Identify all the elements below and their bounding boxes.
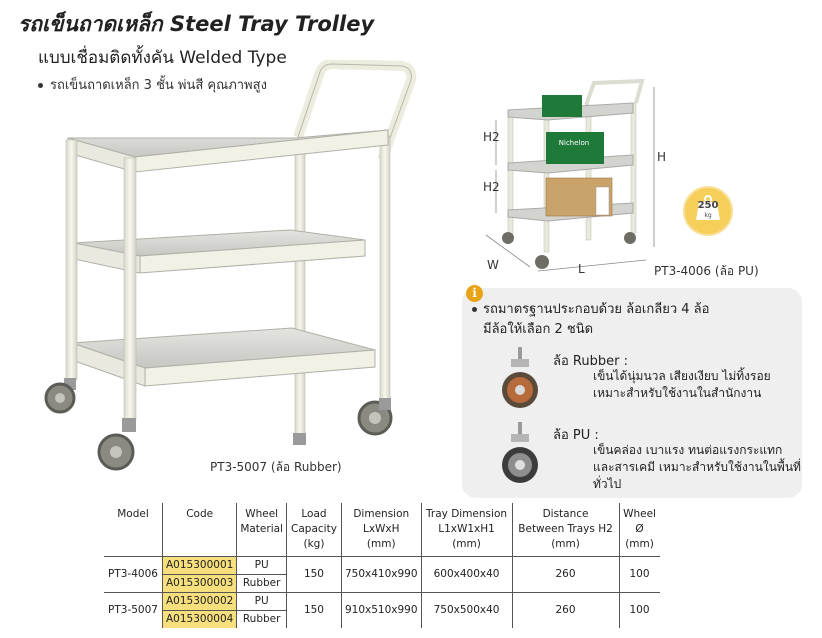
box-brand: Nichelon bbox=[558, 139, 590, 147]
dimension-diagram bbox=[478, 75, 678, 280]
caster-front-right bbox=[99, 418, 136, 469]
page-title: รถเข็นถาดเหล็ก Steel Tray Trolley bbox=[18, 12, 375, 36]
pu-title: ล้อ PU : bbox=[553, 428, 599, 443]
tray-middle bbox=[74, 230, 365, 273]
caster-front-left bbox=[46, 378, 76, 412]
cell-code: A015300002 bbox=[163, 593, 237, 611]
cell-code: A015300004 bbox=[163, 611, 237, 629]
pu-wheel-icon bbox=[502, 420, 542, 488]
cell-tray: 750x500x40 bbox=[421, 593, 512, 629]
cell-wheel: 100 bbox=[619, 557, 660, 593]
spec-table bbox=[104, 503, 660, 628]
info-line-1-text: รถมาตรฐานประกอบด้วย ล้อเกลียว 4 ล้อ bbox=[483, 302, 710, 317]
bullet-dot-icon bbox=[472, 307, 477, 312]
header-load-capacity: Load Capacity (kg) bbox=[286, 503, 341, 557]
header-wheel-diameter: Wheel Ø (mm) bbox=[619, 503, 660, 557]
tray-bottom bbox=[72, 328, 375, 386]
cell-material: PU bbox=[237, 593, 287, 611]
label-h: H bbox=[657, 150, 667, 164]
label-w: W bbox=[487, 258, 499, 272]
pu-desc-2: และสารเคมี เหมาะสำหรับใช้งานในพื้นที่ bbox=[593, 460, 801, 474]
trolley-photo bbox=[30, 60, 450, 480]
pu-desc-3: ทั่วไป bbox=[593, 477, 622, 491]
header-dimension: Dimension LxWxH (mm) bbox=[341, 503, 421, 557]
cell-model: PT3-4006 bbox=[104, 557, 163, 593]
cell-load: 150 bbox=[286, 593, 341, 629]
header-tray-dimension: Tray Dimension L1xW1xH1 (mm) bbox=[421, 503, 512, 557]
main-photo-caption: PT3-5007 (ล้อ Rubber) bbox=[210, 460, 342, 474]
cell-dimension: 910x510x990 bbox=[341, 593, 421, 629]
load-badge-value: 250 bbox=[697, 200, 719, 211]
table-header-row bbox=[104, 503, 660, 557]
load-badge-unit: kg bbox=[704, 212, 712, 219]
cell-dimension: 750x410x990 bbox=[341, 557, 421, 593]
table-row bbox=[104, 593, 660, 611]
rubber-wheel-icon bbox=[502, 345, 542, 413]
label-h2-bottom: H2 bbox=[483, 180, 500, 194]
cell-code: A015300001 bbox=[163, 557, 237, 575]
cell-load: 150 bbox=[286, 557, 341, 593]
load-badge bbox=[683, 186, 733, 236]
label-l: L bbox=[578, 262, 585, 276]
cell-material: Rubber bbox=[237, 575, 287, 593]
label-h2-top: H2 bbox=[483, 130, 500, 144]
cell-tray: 600x400x40 bbox=[421, 557, 512, 593]
cell-material: Rubber bbox=[237, 611, 287, 629]
info-line-2: มีล้อให้เลือก 2 ชนิด bbox=[483, 322, 594, 337]
header-code: Code bbox=[163, 503, 237, 557]
info-line-1 bbox=[472, 298, 709, 319]
cell-material: PU bbox=[237, 557, 287, 575]
caster-back-left bbox=[293, 402, 391, 445]
diagram-caption: PT3-4006 (ล้อ PU) bbox=[654, 264, 759, 278]
cell-code: A015300003 bbox=[163, 575, 237, 593]
header-distance: Distance Between Trays H2 (mm) bbox=[512, 503, 619, 557]
rubber-desc-2: เหมาะสำหรับใช้งานในสำนักงาน bbox=[593, 386, 762, 400]
table-row bbox=[104, 557, 660, 575]
header-model: Model bbox=[104, 503, 163, 557]
page-subtitle: แบบเชื่อมติดทั้งคัน Welded Type bbox=[38, 48, 287, 68]
pu-desc-1: เข็นคล่อง เบาแรง ทนต่อแรงกระแทก bbox=[593, 443, 783, 457]
cell-distance: 260 bbox=[512, 593, 619, 629]
cell-model: PT3-5007 bbox=[108, 604, 158, 616]
cell-distance: 260 bbox=[512, 557, 619, 593]
rubber-desc-1: เข็นได้นุ่มนวล เสียงเงียบ ไม่ทิ้งรอย bbox=[593, 369, 771, 383]
caster-back-right bbox=[379, 398, 391, 410]
info-icon: i bbox=[466, 285, 483, 302]
tray-top bbox=[68, 130, 388, 172]
rubber-title: ล้อ Rubber : bbox=[553, 354, 628, 369]
header-wheel-material: Wheel Material bbox=[237, 503, 287, 557]
feature-bullet-text: รถเข็นถาดเหล็ก 3 ชั้น พ่นสี คุณภาพสูง bbox=[50, 78, 267, 93]
cell-wheel: 100 bbox=[619, 593, 660, 629]
